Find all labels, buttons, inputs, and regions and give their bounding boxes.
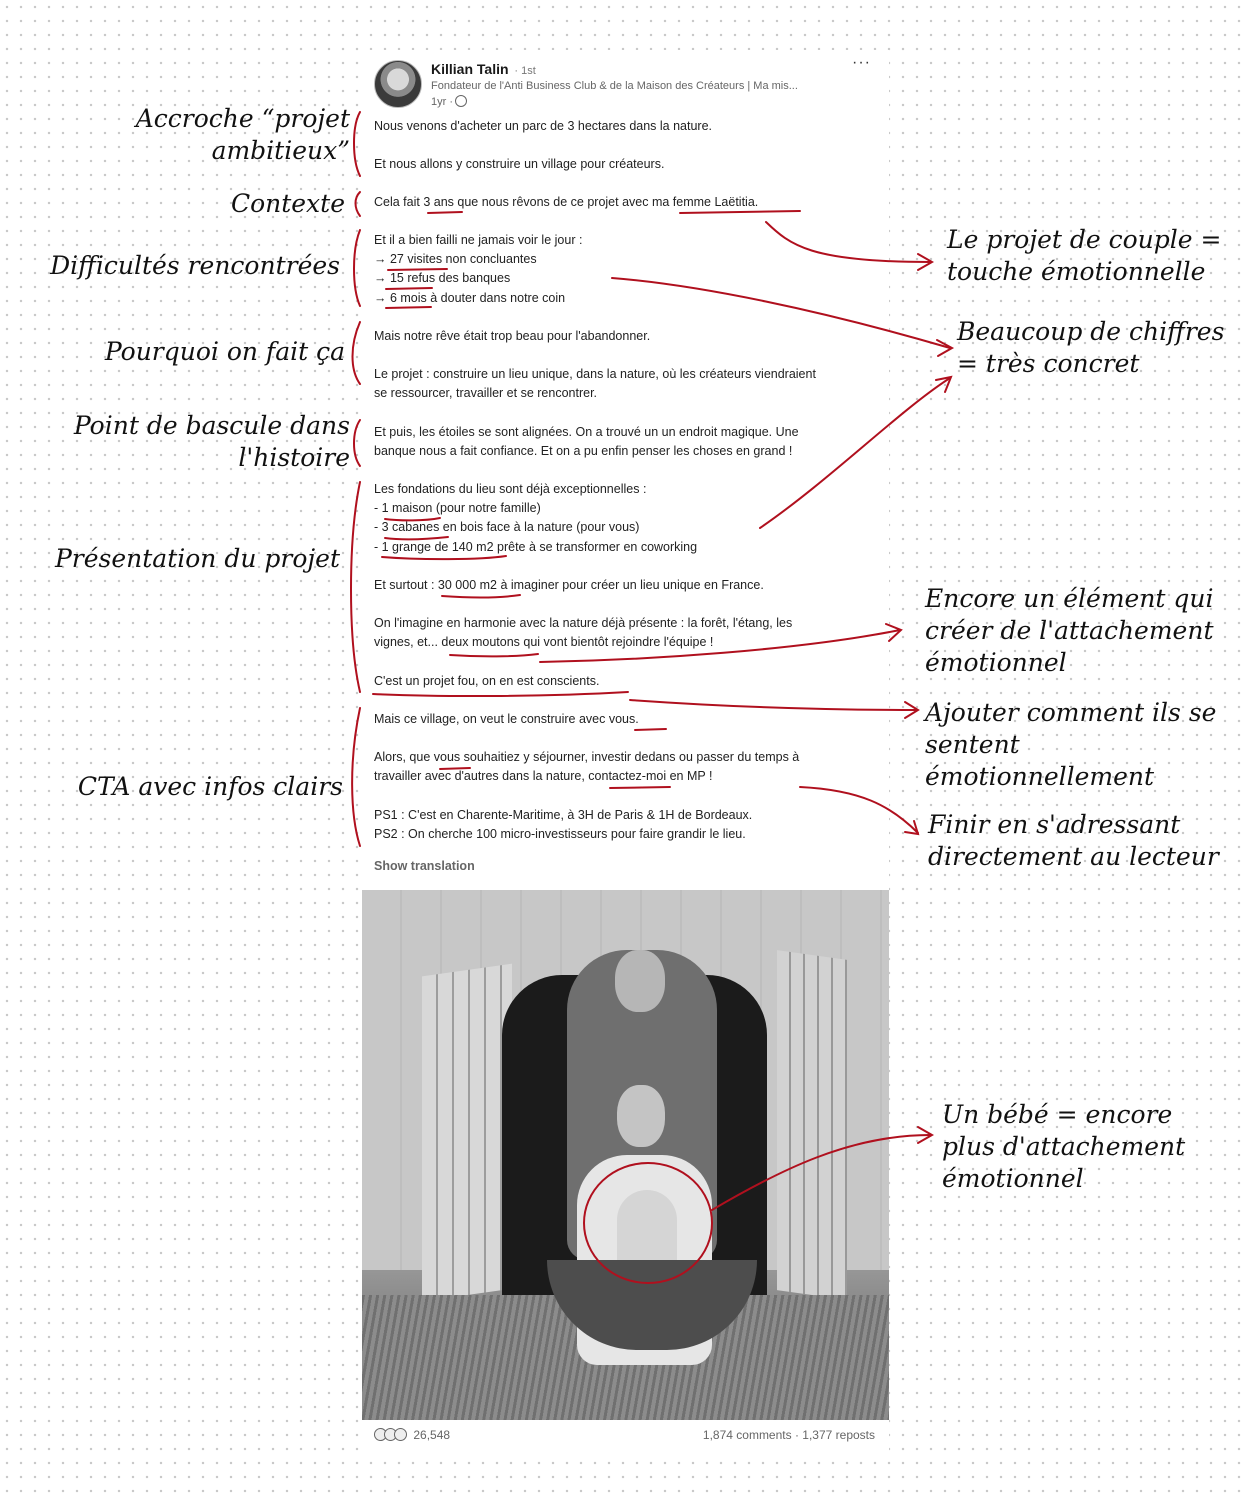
- linkedin-post-card: [362, 50, 889, 1460]
- arrow: [937, 340, 952, 356]
- social-counts: [362, 1428, 889, 1448]
- bracket: [352, 708, 360, 846]
- annotation-hook: Accroche “projet ambitieux”: [135, 104, 350, 165]
- post-line: → 6 mois à douter dans notre coin: [374, 291, 566, 305]
- author-avatar[interactable]: [374, 60, 422, 108]
- show-translation-link[interactable]: Show translation: [374, 859, 475, 873]
- post-line: Et puis, les étoiles se sont alignées. On a trouvé un un endroit magique. Une: [374, 425, 799, 439]
- arrow: [918, 254, 932, 270]
- reactions[interactable]: [374, 1428, 450, 1442]
- post-line: - 3 cabanes en bois face à la nature (pour vous): [374, 520, 640, 534]
- post-line: banque nous a fait confiance. Et on a pu enfin penser les choses en grand !: [374, 444, 793, 458]
- post-line: - 1 maison (pour notre famille): [374, 501, 541, 515]
- bracket: [356, 192, 361, 216]
- annotation-difficulties: Difficultés rencontrées: [50, 251, 340, 280]
- man-head: [615, 950, 665, 1012]
- annotation-why: Pourquoi on fait ça: [104, 337, 345, 366]
- bracket: [354, 230, 360, 306]
- barn-door-right: [777, 950, 847, 1300]
- post-time: [431, 95, 467, 108]
- post-line: Cela fait 3 ans que nous rêvons de ce projet avec ma femme Laëtitia.: [374, 195, 759, 209]
- post-line: PS1 : C'est en Charente-Maritime, à 3H de Paris & 1H de Bordeaux.: [374, 808, 753, 822]
- comments-reposts[interactable]: 1,874 comments · 1,377 reposts: [702, 1428, 875, 1442]
- bracket: [351, 482, 360, 692]
- author-line: [431, 61, 536, 77]
- woman-head: [617, 1085, 665, 1147]
- more-options-icon[interactable]: ···: [852, 54, 871, 71]
- post-line: → 27 visites non concluantes: [374, 252, 537, 266]
- post-line: Les fondations du lieu sont déjà exceptionnelles :: [374, 482, 647, 496]
- annotation-turning-point: Point de bascule dans l'histoire: [73, 411, 350, 472]
- annotation-cta: CTA avec infos clairs: [77, 772, 343, 801]
- bracket: [353, 322, 361, 384]
- annotation-figures: Beaucoup de chiffres = très concret: [957, 317, 1225, 378]
- post-line: Mais ce village, on veut le construire avec vous.: [374, 712, 639, 726]
- post-photo[interactable]: [362, 890, 889, 1420]
- annotation-couple: Le projet de couple = touche émotionnelle: [947, 225, 1222, 286]
- post-line: Alors, que vous souhaitiez y séjourner, investir dedans ou passer du temps à: [374, 750, 800, 764]
- annotation-feelings: Ajouter comment ils se sentent émotionnellement: [925, 698, 1217, 791]
- annotation-presentation: Présentation du projet: [54, 544, 340, 573]
- arrow: [918, 1127, 932, 1143]
- annotation-context: Contexte: [230, 189, 345, 218]
- post-line: - 1 grange de 140 m2 prête à se transformer en coworking: [374, 540, 698, 554]
- post-line: C'est un projet fou, on en est conscients.: [374, 674, 600, 688]
- author-name[interactable]: Killian Talin: [431, 61, 509, 77]
- globe-icon: [455, 95, 467, 107]
- connection-degree: · 1st: [514, 65, 536, 77]
- post-line: On l'imagine en harmonie avec la nature déjà présente : la forêt, l'étang, les: [374, 616, 793, 630]
- arrow: [905, 821, 918, 834]
- post-line: se ressourcer, travailler et se rencontrer.: [374, 386, 598, 400]
- post-line: → 15 refus des banques: [374, 271, 511, 285]
- bracket: [354, 112, 360, 176]
- barn-door-left: [422, 964, 512, 1302]
- love-reaction-icon: [394, 1428, 407, 1441]
- reactions-count: 26,548: [413, 1428, 451, 1442]
- author-headline: Fondateur de l'Anti Business Club & de la Maison des Créateurs | Ma mis...: [431, 80, 798, 92]
- bracket: [354, 420, 360, 466]
- post-line: travailler avec d'autres dans la nature, contactez-moi en MP !: [374, 769, 713, 783]
- annotation-baby: Un bébé = encore plus d'attachement émotionnel: [942, 1100, 1186, 1193]
- post-line: Et nous allons y construire un village pour créateurs.: [374, 157, 665, 171]
- post-line: PS2 : On cherche 100 micro-investisseurs pour faire grandir le lieu.: [374, 827, 746, 841]
- arrow: [936, 377, 951, 392]
- annotation-attachment: Encore un élément qui créer de l'attachement émotionnel: [925, 584, 1214, 677]
- annotation-finish: Finir en s'adressant directement au lecteur: [928, 810, 1219, 871]
- post-line: Et surtout : 30 000 m2 à imaginer pour créer un lieu unique en France.: [374, 578, 764, 592]
- post-line: vignes, et... deux moutons qui vont bientôt rejoindre l'équipe !: [374, 635, 714, 649]
- post-line: Et il a bien failli ne jamais voir le jour :: [374, 233, 583, 247]
- post-line: Le projet : construire un lieu unique, dans la nature, où les créateurs viendraient: [374, 367, 816, 381]
- post-line: Mais notre rêve était trop beau pour l'abandonner.: [374, 329, 651, 343]
- arrow: [905, 702, 918, 718]
- post-line: Nous venons d'acheter un parc de 3 hectares dans la nature.: [374, 119, 713, 133]
- post-time-text: 1yr ·: [431, 96, 453, 108]
